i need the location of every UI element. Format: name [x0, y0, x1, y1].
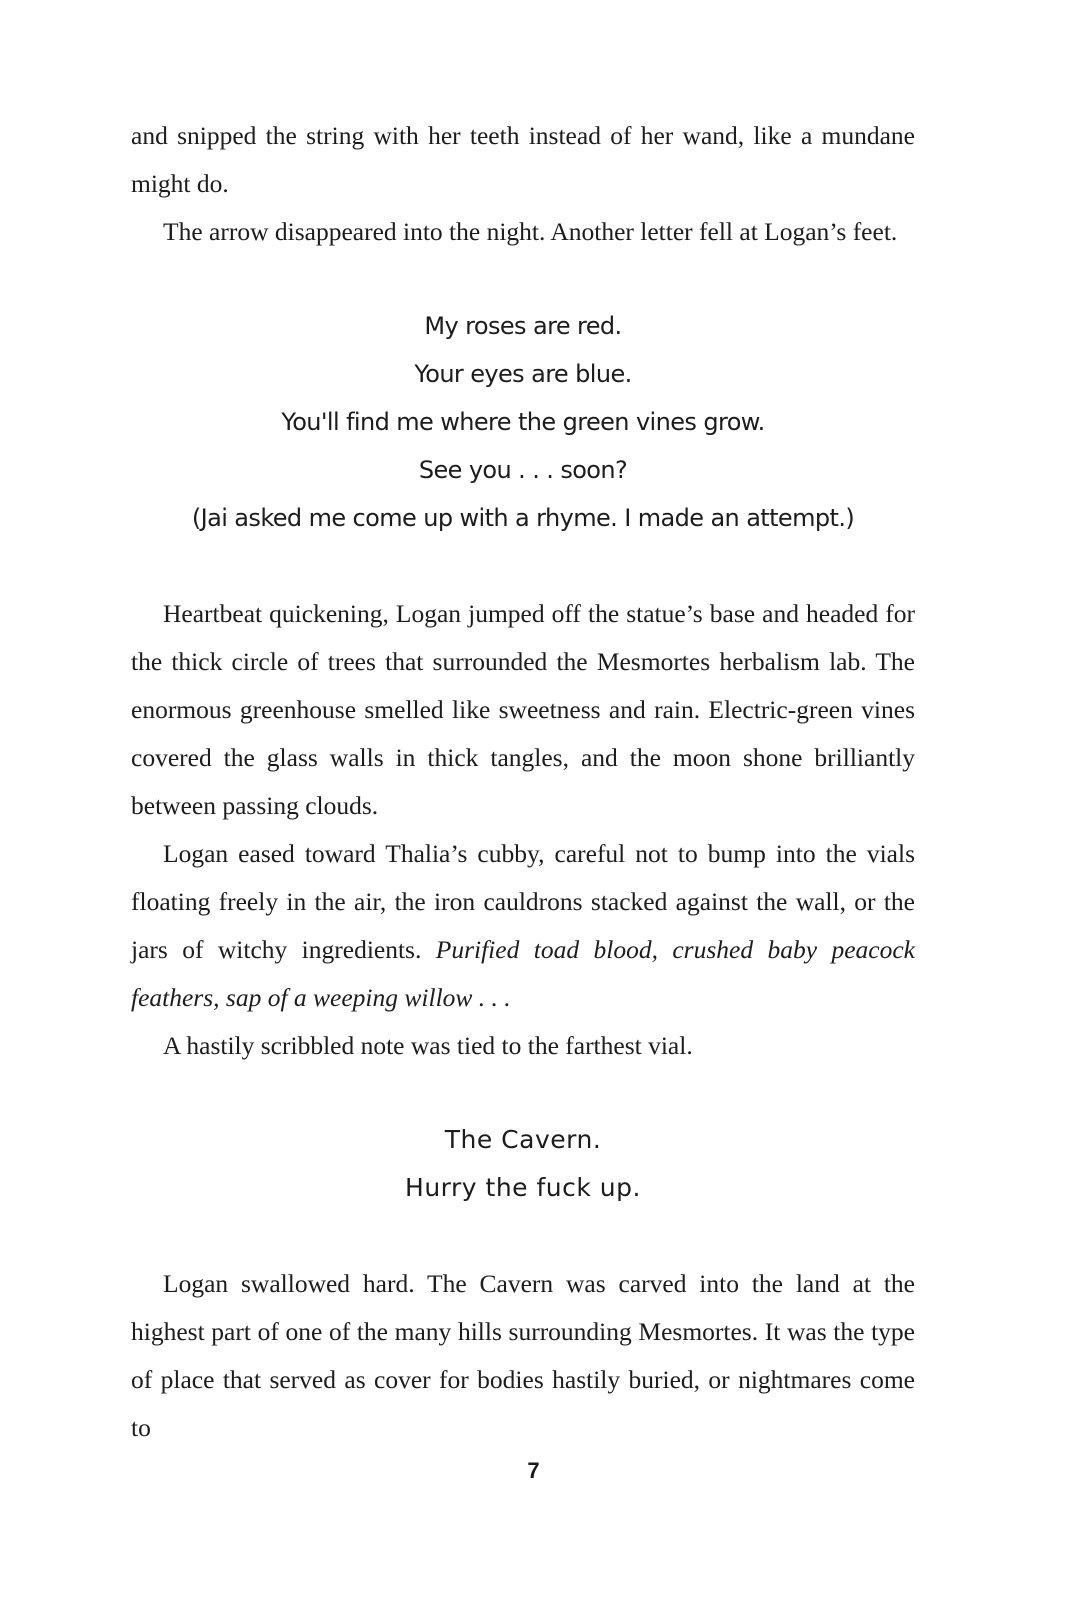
ingredient-list: Purified toad blood, crushed baby peacock feathers, sap of a weeping willow . . .: [131, 935, 915, 1012]
paragraph-cubby-text: Logan eased toward Thalia’s cubby, careful not to bump into the vials floating freely in the air, the iron cauldrons stacked against the wall, or the jars of witchy ingredients.: [131, 839, 915, 964]
letter-rhyme-line: My roses are red.: [424, 312, 622, 340]
paragraph-cubby: [131, 830, 915, 1022]
scribbled-note-line: Hurry the fuck up.: [405, 1173, 641, 1202]
paragraph-continuation: and snipped the string with her teeth instead of her wand, like a mundane might do.: [131, 121, 915, 198]
letter-rhyme-line: You'll find me where the green vines grow.: [281, 408, 765, 436]
paragraph-greenhouse: Heartbeat quickening, Logan jumped off the statue’s base and headed for the thick circle of trees that surrounded the Mesmortes herbalism lab. The enormous greenhouse smelled like sweetness and rain. Electric-green vines covered the glass walls in thick tangles, and the moon shone brilliantly between passing clouds.: [131, 599, 915, 820]
scribbled-note: [131, 1116, 915, 1212]
letter-rhyme-line: Your eyes are blue.: [414, 360, 632, 388]
scribbled-note-line: The Cavern.: [444, 1125, 602, 1154]
paragraph-arrow: The arrow disappeared into the night. Another letter fell at Logan’s feet.: [163, 217, 898, 246]
letter-rhyme: [131, 302, 915, 542]
paragraph-note: A hastily scribbled note was tied to the farthest vial.: [163, 1031, 693, 1060]
paragraph-cavern: Logan swallowed hard. The Cavern was carved into the land at the highest part of one of the many hills surrounding Mesmortes. It was the type of place that served as cover for bodies hastily buried, or nightmares come to: [131, 1269, 915, 1442]
letter-rhyme-line: (Jai asked me come up with a rhyme. I made an attempt.): [191, 504, 855, 532]
page-number: 7: [527, 1458, 540, 1483]
book-page: [131, 112, 915, 1452]
letter-rhyme-line: See you . . . soon?: [418, 456, 628, 484]
